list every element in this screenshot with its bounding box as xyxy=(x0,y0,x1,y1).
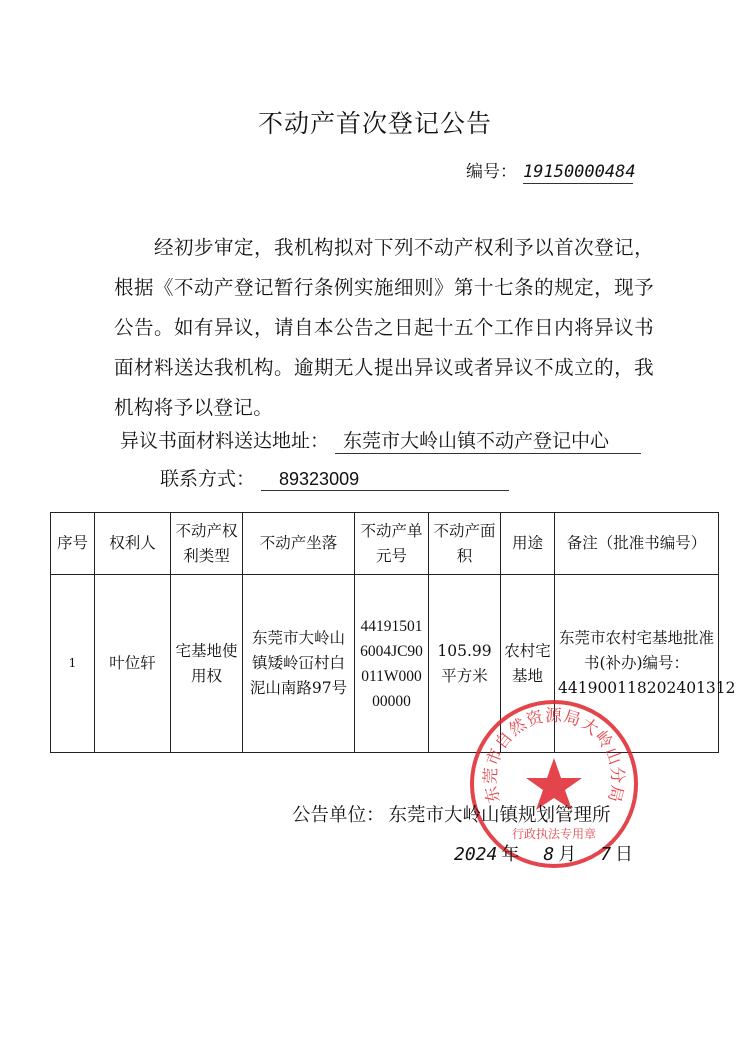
notice-body: 经初步审定，我机构拟对下列不动产权利予以首次登记，根据《不动产登记暂行条例实施细则》第十七条的规定，现予公告。如有异议，请自本公告之日起十五个工作日内将异议书面材料送达我机构。逾期无人提出异议或者异议不成立的，我机构将予以登记。 xyxy=(114,236,654,419)
cell-note: 东莞市农村宅基地批准书(补办)编号：441900118202401312 xyxy=(555,575,719,753)
cell-location: 东莞市大岭山镇矮岭冚村白泥山南路97号 xyxy=(243,575,355,753)
notice-date xyxy=(454,840,633,866)
date-year: 2024 xyxy=(454,844,498,865)
serial-label: 编号： xyxy=(466,162,517,182)
header-usage: 用途 xyxy=(501,513,555,575)
seal-subtext: 行政执法专用章 xyxy=(511,827,597,841)
header-area: 不动产面积 xyxy=(429,513,501,575)
cell-area: 105.99平方米 xyxy=(429,575,501,753)
objection-address-label: 异议书面材料送达地址： xyxy=(120,430,330,452)
date-month: 8 xyxy=(543,844,555,865)
header-right-type: 不动产权利类型 xyxy=(171,513,243,575)
contact-info xyxy=(160,464,509,491)
serial-number xyxy=(466,157,636,184)
publisher-label: 公告单位： xyxy=(292,805,385,826)
contact-value: 89323009 xyxy=(261,469,509,491)
date-month-unit: 月 xyxy=(558,844,577,865)
header-holder: 权利人 xyxy=(95,513,171,575)
contact-label: 联系方式： xyxy=(160,468,256,490)
cell-unit-no: 441915016004JC90011W00000000 xyxy=(355,575,429,753)
cell-usage: 农村宅基地 xyxy=(501,575,555,753)
objection-address xyxy=(120,426,641,454)
publisher-line xyxy=(292,801,611,827)
objection-address-value: 东莞市大岭山镇不动产登记中心 xyxy=(335,426,641,454)
date-day-unit: 日 xyxy=(615,844,634,865)
date-day: 7 xyxy=(600,844,612,865)
header-note: 备注（批准书编号） xyxy=(555,513,719,575)
page-title: 不动产首次登记公告 xyxy=(257,109,492,138)
cell-right-type: 宅基地使用权 xyxy=(171,575,243,753)
serial-value: 19150000484 xyxy=(523,162,636,182)
seal-text: 东莞市自然资源局大岭山分局 xyxy=(480,705,628,806)
header-location: 不动产坐落 xyxy=(243,513,355,575)
cell-seq: 1 xyxy=(51,575,95,753)
table-header-row xyxy=(51,513,719,575)
cell-holder: 叶位轩 xyxy=(95,575,171,753)
date-year-unit: 年 xyxy=(501,844,520,865)
publisher-value: 东莞市大岭山镇规划管理所 xyxy=(388,805,611,826)
header-unit-no: 不动产单元号 xyxy=(355,513,429,575)
header-seq: 序号 xyxy=(51,513,95,575)
